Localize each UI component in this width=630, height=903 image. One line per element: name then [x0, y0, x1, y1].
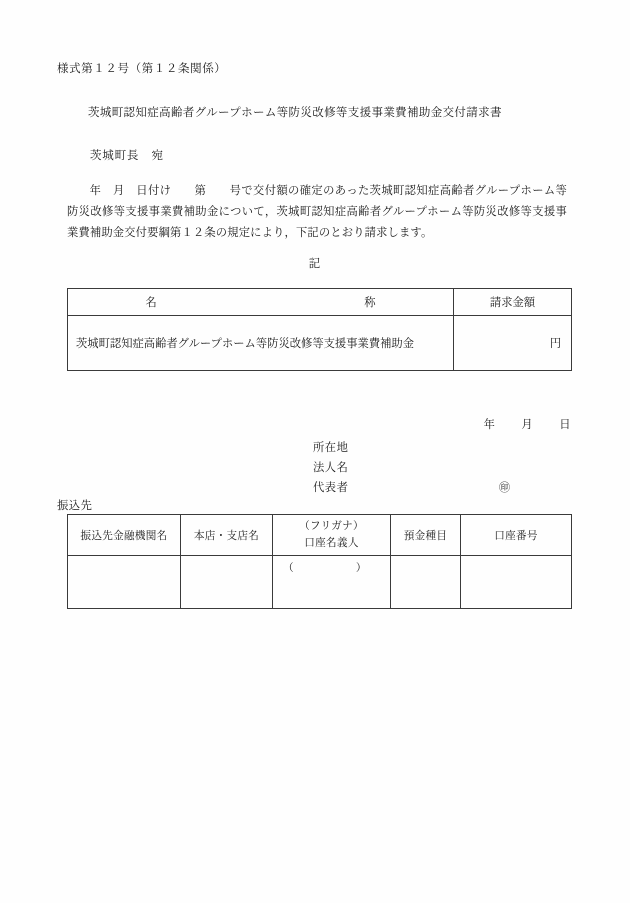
signature-label-corporation: 法人名 — [313, 462, 349, 474]
bank-column-deposit-type: 預金種目 — [391, 515, 461, 556]
bank-value-institution[interactable] — [68, 556, 181, 609]
bank-value-account-number[interactable] — [461, 556, 572, 609]
document-title: 茨城町認知症高齢者グループホーム等防災改修等支援事業費補助金交付請求書 — [88, 107, 502, 119]
signature-row-address — [313, 438, 348, 458]
bank-column-branch: 本店・支店名 — [181, 515, 273, 556]
signature-row-representative — [313, 478, 511, 498]
signature-row-corporation — [313, 458, 348, 478]
bank-value-deposit-type[interactable] — [391, 556, 461, 609]
bank-column-furigana-label: （フリガナ） — [299, 521, 364, 532]
claim-amount-table — [67, 288, 572, 371]
furigana-close-paren: ） — [355, 563, 367, 574]
claim-item-name: 茨城町認知症高齢者グループホーム等防災改修等支援事業費補助金 — [68, 316, 454, 371]
bank-column-account-name — [273, 515, 391, 556]
form-number: 様式第１２号（第１２条関係） — [57, 63, 227, 75]
furigana-open-paren: （ — [283, 563, 294, 574]
addressee-line: 茨城町長 宛 — [90, 150, 164, 162]
claim-amount-unit: 円 — [549, 338, 561, 350]
bank-section-label: 振込先 — [57, 500, 93, 512]
signature-block — [313, 438, 511, 498]
date-day-label: 日 — [559, 419, 571, 431]
bank-value-branch[interactable] — [181, 556, 273, 609]
column-header-name-left: 名 — [145, 297, 157, 309]
signature-label-representative: 代表者 — [313, 482, 349, 494]
date-year-label: 年 — [483, 419, 496, 431]
bank-account-table — [67, 514, 572, 609]
bank-value-account-name[interactable] — [273, 556, 391, 609]
table-header-row — [68, 289, 572, 316]
signature-label-address: 所在地 — [313, 442, 349, 454]
bank-header-row — [68, 515, 572, 556]
date-month-label: 月 — [521, 419, 534, 431]
column-header-name — [68, 289, 454, 316]
bank-column-account-number: 口座番号 — [461, 515, 572, 556]
bank-column-institution: 振込先金融機関名 — [68, 515, 181, 556]
column-header-name-right: 称 — [364, 297, 376, 309]
signature-date-line — [0, 416, 571, 432]
seal-icon: ㊞ — [499, 482, 511, 494]
ki-marker: 記 — [308, 258, 322, 270]
table-row — [68, 316, 572, 371]
claim-amount-cell[interactable] — [454, 316, 572, 371]
bank-data-row — [68, 556, 572, 609]
body-paragraph: 年 月 日付け 第 号で交付額の確定のあった茨城町認知症高齢者グループホーム等防災改修等支援事業費補助金について，茨城町認知症高齢者グループホーム等防災改修等支援事業費補助金交付要綱第１２条の規定により，下記のとおり請求します。 — [67, 185, 567, 239]
column-header-amount: 請求金額 — [454, 289, 572, 316]
bank-column-account-name-label: 口座名義人 — [304, 538, 359, 549]
